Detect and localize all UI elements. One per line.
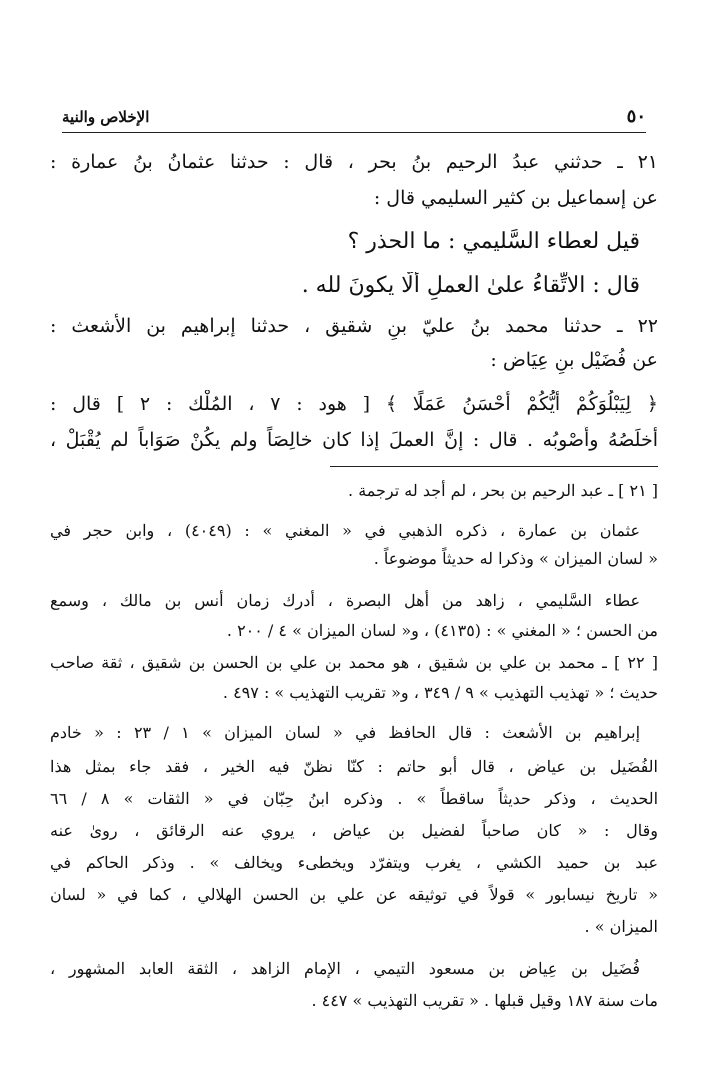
main-line-5: ٢٢ ـ حدثنا محمد بنُ عليّ بنِ شقيق ، حدثنا إبراهيم بن الأشعث :: [50, 315, 658, 337]
footnote-line-16: مات سنة ١٨٧ وقيل قبلها . « تقريب التهذيب » ٤٤٧ .: [311, 991, 658, 1010]
footnote-line-6: [ ٢٢ ] ـ محمد بن علي بن شقيق ، هو محمد بن علي بن الحسن بن شقيق ، ثقة صاحب: [50, 653, 658, 672]
footnote-line-7: حديث ؛ « تهذيب التهذيب » ٩ / ٣٤٩ ، و« تقريب التهذيب » : ٤٩٧ .: [222, 683, 658, 702]
footnote-line-14: الميزان » .: [584, 917, 658, 936]
footnote-line-10: الحديث ، وذكر حديثاً ساقطاً » . وذكره ابنُ حِبّان في « الثقات » ٨ / ٦٦: [50, 789, 658, 808]
footnote-line-5: من الحسن ؛ « المغني » : (٤١٣٥) ، و« لسان الميزان » ٤ / ٢٠٠ .: [226, 621, 658, 640]
footnote-line-13: « تاريخ نيسابور » قولاً في توثيقه عن علي بن الحسن الهلالي ، كما في « لسان: [50, 885, 658, 904]
footnote-line-4: عطاء السَّليمي ، زاهد من أهل البصرة ، أدرك زمان أنس بن مالك ، وسمع: [50, 591, 640, 610]
footnote-line-8: إبراهيم بن الأشعث : قال الحافظ في « لسان الميزان » ١ / ٢٣ : « خادم: [50, 723, 640, 742]
main-line-8: أخلَصُهُ وأَصْوبُه . قال : إنَّ العملَ إذا كان خالِصَاً ولم يكُنْ صَوَاباً لم يُقْبَلْ ،: [50, 429, 658, 451]
page-number: ٥٠: [626, 106, 646, 127]
footnote-line-1: [ ٢١ ] ـ عبد الرحيم بن بحر ، لم أجد له ترجمة .: [348, 481, 658, 500]
main-line-1: ٢١ ـ حدثني عبدُ الرحيم بنُ بحر ، قال : حدثنا عثمانُ بنُ عمارة :: [50, 151, 658, 173]
page-header: [62, 106, 646, 133]
main-line-3: قيل لعطاء السَّليمي : ما الحذر ؟: [347, 229, 640, 254]
footnote-line-12: عبد بن حميد الكشي ، يغرب ويتفرّد ويخطىء ويخالف » . وذكر الحاكم في: [50, 853, 658, 872]
footnote-line-11: وقال : « كان صاحباً لفضيل بن عياض ، يروي عنه الرقائق ، روىٰ عنه: [50, 821, 658, 840]
running-title: الإخلاص والنية: [62, 108, 150, 126]
footnote-line-9: الفُضَيل بن عياض ، قال أبو حاتم : كنّا نظنّ فيه الخير ، فقد جاء بمثل هذا: [50, 757, 658, 776]
footnote-line-15: فُضَيل بن عِياض بن مسعود التيمي ، الإمام الزاهد ، الثقة العابد المشهور ،: [50, 959, 640, 978]
footnote-divider: [330, 466, 658, 467]
footnote-line-3: « لسان الميزان » وذكرا له حديثاً موضوعاً .: [373, 549, 658, 568]
main-line-6: عن فُضَيْل بنِ عِيَاض :: [490, 349, 658, 371]
main-line-7: ﴿ لِيَبْلُوَكُمْ أَيُّكُمْ أَحْسَنُ عَمَلًا ﴾ [ هود : ٧ ، المُلْك : ٢ ] قال :: [50, 393, 658, 415]
footnote-line-2: عثمان بن عمارة ، ذكره الذهبي في « المغني » : (٤٠٤٩) ، وابن حجر في: [50, 521, 640, 540]
main-line-4: قال : الاتِّقاءُ علىٰ العملِ ألّا يكونَ لله .: [301, 273, 640, 298]
main-line-2: عن إسماعيل بن كثير السليمي قال :: [373, 187, 658, 209]
